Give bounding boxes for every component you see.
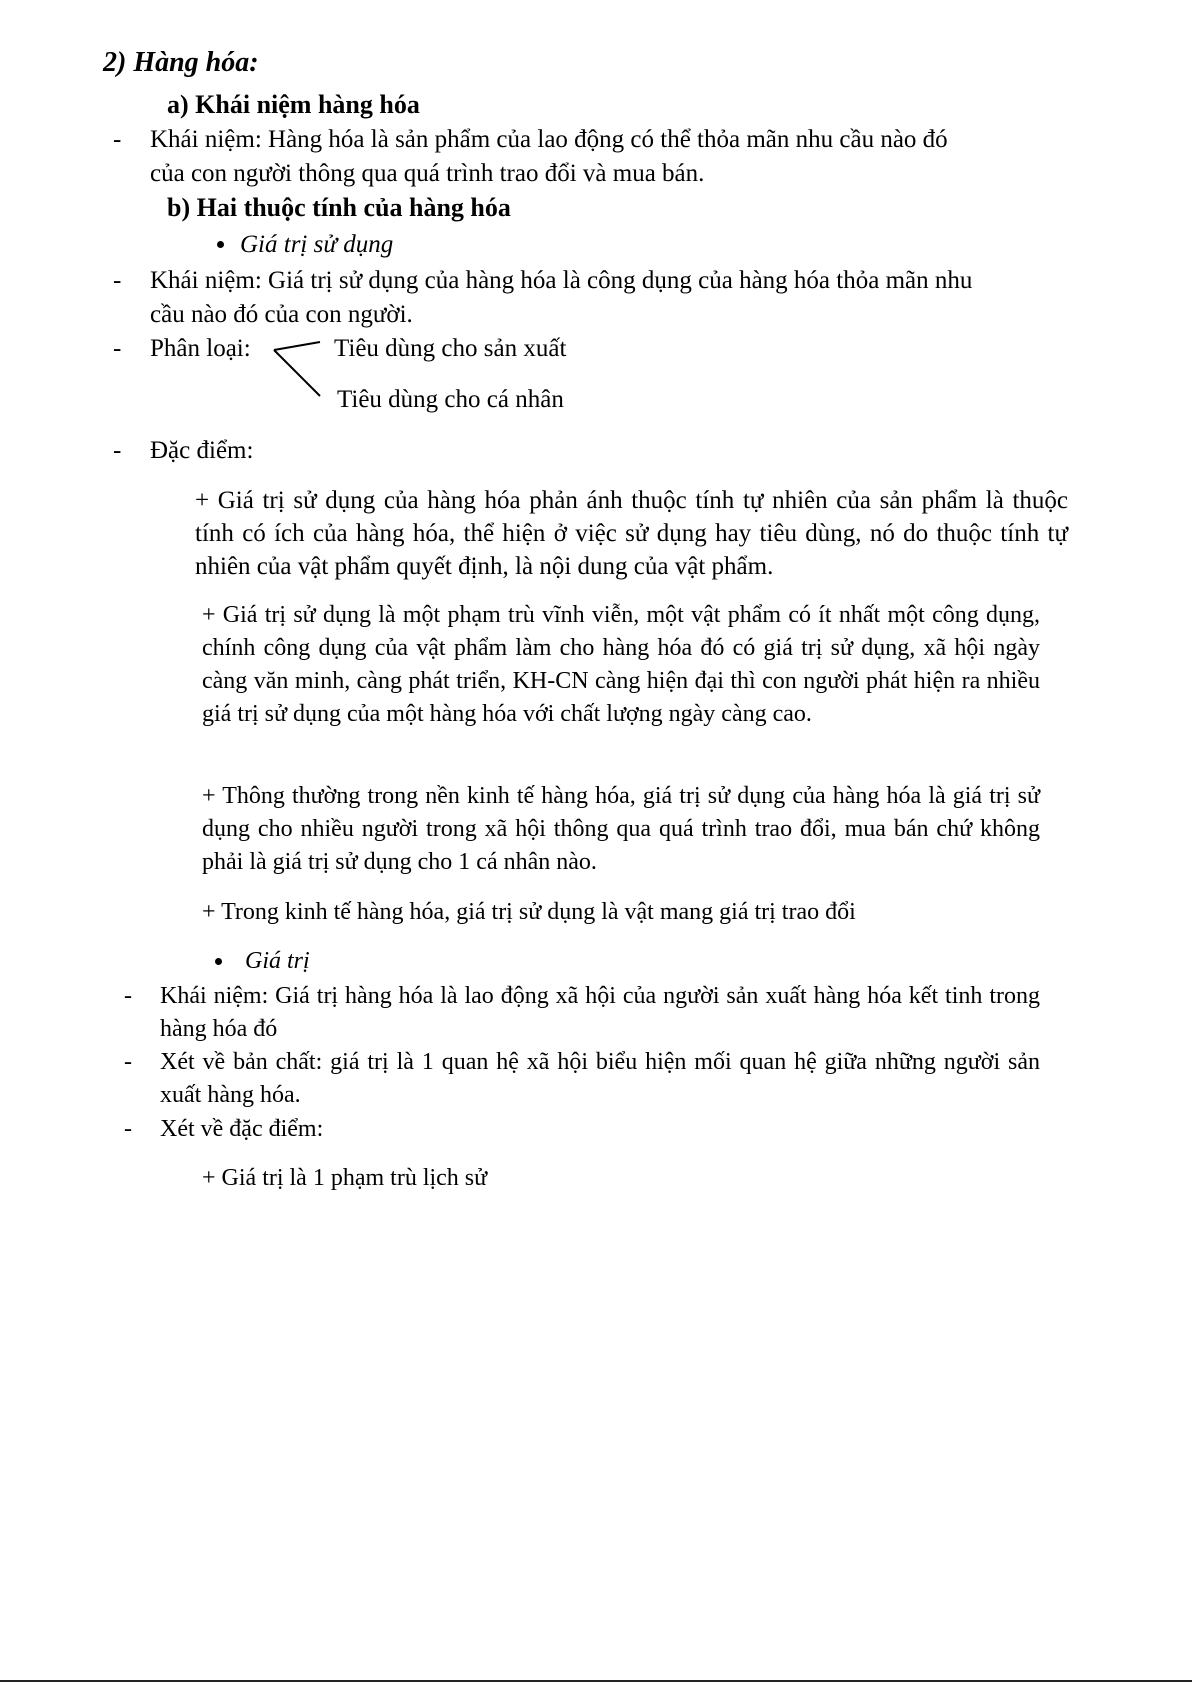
use-value-definition-line-1: Khái niệm: Giá trị sử dụng của hàng hóa là công dụng của hàng hóa thỏa mãn nhu (150, 267, 973, 294)
bullet-use-value: Giá trị sử dụng (240, 231, 394, 258)
dash-marker: - (124, 1116, 132, 1142)
feature-paragraph-4: + Trong kinh tế hàng hóa, giá trị sử dụng là vật mang giá trị trao đổi (202, 899, 856, 925)
use-value-definition-line-2: cầu nào đó của con người. (150, 301, 413, 328)
value-feature-1: + Giá trị là 1 phạm trù lịch sử (202, 1165, 488, 1191)
section-title: 2) Hàng hóa: (103, 47, 259, 78)
feature-paragraph-2: + Giá trị sử dụng là một phạm trù vĩnh viễn, một vật phẩm có ít nhất một công dụng, chính công dụng của vật phẩm làm cho hàng hóa đó có giá trị sử dụng, xã hội ngày càng văn minh, càng phát triển, KH-CN càng hiện đại thì con người phát hiện ra nhiều giá trị sử dụng của một hàng hóa với chất lượng ngày càng cao. (202, 602, 1040, 727)
classify-item-personal: Tiêu dùng cho cá nhân (337, 386, 564, 413)
classify-item-production: Tiêu dùng cho sản xuất (334, 335, 567, 362)
classify-label: Phân loại: (150, 335, 251, 362)
a-definition-line-2: của con người thông qua quá trình trao đổi và mua bán. (150, 160, 705, 187)
dash-marker: - (113, 335, 122, 362)
subsection-b-heading: b) Hai thuộc tính của hàng hóa (167, 193, 511, 222)
bullet-dot (217, 241, 224, 248)
value-features-label: Xét về đặc điểm: (160, 1116, 324, 1142)
dash-marker: - (113, 126, 122, 153)
value-nature: Xét về bản chất: giá trị là 1 quan hệ xã hội biểu hiện mối quan hệ giữa những người sản xuất hàng hóa. (160, 1049, 1040, 1108)
subsection-a-heading: a) Khái niệm hàng hóa (167, 90, 420, 119)
dash-marker: - (124, 983, 132, 1009)
bullet-value: Giá trị (245, 948, 310, 974)
page-bottom-rule (0, 1680, 1192, 1682)
features-label: Đặc điểm: (150, 437, 254, 464)
dash-marker: - (113, 267, 122, 294)
value-definition: Khái niệm: Giá trị hàng hóa là lao động xã hội của người sản xuất hàng hóa kết tinh trong hàng hóa đó (160, 983, 1040, 1042)
dash-marker: - (124, 1049, 132, 1075)
branch-lines-icon (270, 336, 326, 408)
dash-marker: - (113, 437, 122, 464)
bullet-dot (215, 958, 222, 965)
a-definition-line-1: Khái niệm: Hàng hóa là sản phẩm của lao động có thể thỏa mãn nhu cầu nào đó (150, 126, 948, 153)
feature-paragraph-3: + Thông thường trong nền kinh tế hàng hóa, giá trị sử dụng của hàng hóa là giá trị sử dụng cho nhiều người trong xã hội thông qua quá trình trao đổi, mua bán chứ không phải là giá trị sử dụng cho 1 cá nhân nào. (202, 783, 1040, 875)
feature-paragraph-1: + Giá trị sử dụng của hàng hóa phản ánh thuộc tính tự nhiên của sản phẩm là thuộc tính có ích của hàng hóa, thể hiện ở việc sử dụng hay tiêu dùng, nó do thuộc tính tự nhiên của vật phẩm quyết định, là nội dung của vật phẩm. (195, 487, 1068, 580)
